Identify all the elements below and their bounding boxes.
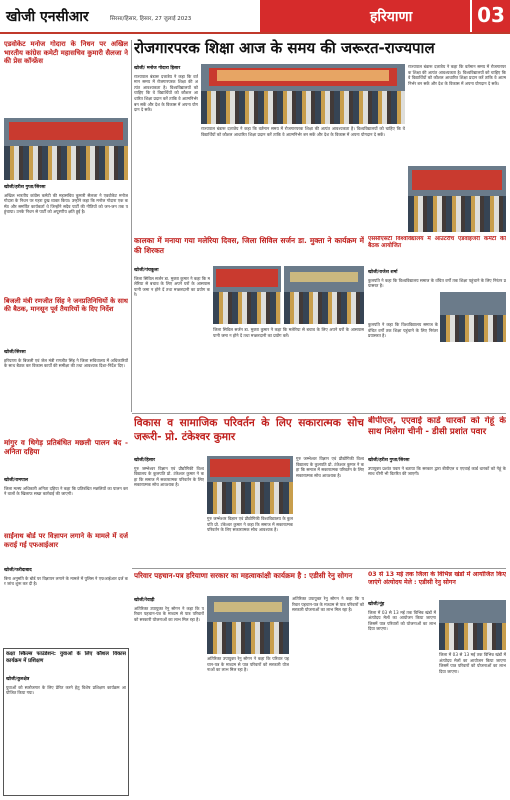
article-body: जिला मत्स्य अधिकारी अनिता दहिया ने कहा कि प्रतिबंधित मछलियों का पालन करने वालों के खिलाफ सख्त कार्रवाई की जाएगी।	[4, 485, 128, 497]
headline: परिवार पहचान-पत्र हरियाणा सरकार का महत्वाकांक्षी कार्यक्रम है : एडीसी रेनु सोगन	[134, 571, 353, 580]
story-kaushal-body	[6, 675, 126, 793]
photo-malaria-1	[213, 266, 281, 324]
story-parivahan-body	[134, 596, 204, 796]
article-body: जिला सिविल सर्जन डा. मुक्ता कुमार ने कहा कि मलेरिया से बचाव के लिए अपने घरों के आसपास पानी जमा न होने दें तथा मच्छरदानी का प्रयोग करें।	[134, 275, 210, 298]
byline: खोजी/पंचकूला	[134, 268, 159, 273]
story-main	[134, 38, 506, 62]
photo-malaria-2	[284, 266, 364, 324]
story-sai	[4, 532, 128, 564]
byline: खोजी/रेवाड़ी	[134, 598, 155, 603]
byline: खोजी/नूंह	[368, 602, 385, 607]
story-kaushal	[6, 651, 126, 673]
section-divider	[132, 413, 506, 414]
story-bpl-body	[368, 456, 506, 566]
article-body: कुलपति ने कहा कि विश्वविद्यालय समाज के वंचित वर्गों तक शिक्षा पहुंचाने के लिए निरंतर प्रयासरत है।	[368, 277, 506, 289]
story-antyodaya-body	[368, 600, 436, 796]
photo-scst-portrait	[440, 292, 506, 342]
article-body: अखिल भारतीय कांग्रेस कमेटी की महासचिव कुमारी सैलजा ने एडवोकेट मनोज गोदारा के निधन पर गहरा दुख व्यक्त किया। उन्होंने कहा कि मनोज गोदारा एक कर्मठ और समर्पित कार्यकर्ता थे जिन्होंने सदैव पार्टी की नीतियों को जन-जन तक पहुंचाया। उनके निधन से पार्टी को अपूरणीय क्षति हुई है।	[4, 192, 128, 215]
story-antyodaya	[368, 571, 506, 597]
article-body: गुरु जम्भेश्वर विज्ञान एवं प्रौद्योगिकी विश्वविद्यालय के कुलपति प्रो. टंकेश्वर कुमार ने कहा कि समाज में सकारात्मक परिवर्तन के लिए सकारात्मक सोच आवश्यक है।	[296, 456, 364, 478]
story-main-col3	[408, 64, 506, 164]
story-malaria-body	[134, 266, 210, 412]
story-scst-body-2	[368, 322, 438, 412]
story-main-col1	[134, 64, 198, 232]
story-bijli-body	[4, 348, 128, 436]
story-main-col2	[201, 126, 405, 232]
column-divider	[131, 40, 132, 412]
headline: एडवोकेट मनोज गोदारा के निधन पर अखिल भारतीय कांग्रेस कमेटी महासचिव कुमारी सैलजा ने की प्रेस कॉन्फ्रेंस	[4, 40, 128, 66]
story-vikas-body-2	[207, 516, 293, 566]
headline: एससीएसटी विश्वविद्यालय में आउटरीच एडवाइजरी कमेटी की बैठक आयोजित	[368, 236, 506, 250]
headline: विकास व सामाजिक परिवर्तन के लिए सकारात्मक सोच जरूरी- प्रो. टंकेश्वर कुमार	[134, 417, 364, 443]
article-body: अतिरिक्त उपायुक्त रेनु सोगन ने कहा कि परिवार पहचान-पत्र के माध्यम से पात्र परिवारों को सरकारी योजनाओं का लाभ मिल रहा है।	[292, 596, 364, 613]
photo-governor-event	[201, 64, 405, 124]
masthead	[0, 0, 510, 34]
story-mathur-body	[4, 476, 128, 530]
page-number: 03	[470, 0, 510, 32]
story-vikas-body	[134, 456, 204, 566]
article-body: राज्यपाल बंडारू दत्तात्रेय ने कहा कि वर्तमान समय में रोजगारपरक शिक्षा की अत्यंत आवश्यकता है। विश्वविद्यालयों को चाहिए कि वे विद्यार्थियों को कौशल आधारित शिक्षा प्रदान करें ताकि वे आत्मनिर्भर बन सकें और देश के विकास में अपना योगदान दे सकें।	[134, 73, 198, 113]
paper-name: खोजी एनसीआर	[0, 0, 110, 32]
article-body: अतिरिक्त उपायुक्त रेनु सोगन ने कहा कि परिवार पहचान-पत्र के माध्यम से पात्र परिवारों को सरकारी योजनाओं का लाभ मिल रहा है।	[207, 656, 289, 673]
byline: खोजी/कुरुक्षेत्र	[6, 677, 30, 682]
story-antyodaya-body-2	[439, 652, 506, 796]
article-body: राज्यपाल बंडारू दत्तात्रेय ने कहा कि वर्तमान समय में रोजगारपरक शिक्षा की अत्यंत आवश्यकता है। विश्वविद्यालयों को चाहिए कि वे विद्यार्थियों को कौशल आधारित शिक्षा प्रदान करें ताकि वे आत्मनिर्भर बन सकें और देश के विकास में अपना योगदान दे सकें।	[201, 126, 405, 137]
story-mathur	[4, 438, 128, 474]
story-parivahan-body-3	[292, 596, 364, 796]
headline: कक्षा स्किल्स फाउंडेशन: युवाओं के लिए कौशल विकास कार्यक्रम में प्रशिक्षण	[6, 651, 126, 664]
story-vikas-body-3	[296, 456, 364, 566]
story-bpl	[368, 416, 506, 454]
headline: 03 से 13 मई तक जिला के विभिन्न खंडों में आयोजित किए जाएंगे अंत्योदय मेले : एडीसी रेनु सोगन	[368, 571, 506, 586]
byline: खोजी/सिरसा	[4, 350, 26, 355]
byline: खोजी/फरीदाबाद	[4, 568, 32, 573]
story-top-left-body	[4, 183, 128, 295]
story-parivahan	[134, 571, 364, 593]
photo-press-conference	[4, 118, 128, 180]
photo-vikas-event	[207, 456, 293, 514]
article-body: हरियाणा के बिजली एवं जेल मंत्री रणजीत सिंह ने जिला सचिवालय में अधिकारियों के साथ बैठक कर विकास कार्यों की समीक्षा की तथा आवश्यक दिशा-निर्देश दिए।	[4, 357, 128, 369]
headline: बिजली मंत्री रणजीत सिंह ने जनप्रतिनिधियों के साथ की बैठक, मानसून पूर्व तैयारियों के दिए निर्देश	[4, 297, 128, 314]
byline: खोजी/हिसार	[134, 458, 156, 463]
section-divider	[132, 568, 506, 569]
article-body: राज्यपाल बंडारू दत्तात्रेय ने कहा कि वर्तमान समय में रोजगारपरक शिक्षा की अत्यंत आवश्यकता है। विश्वविद्यालयों को चाहिए कि वे विद्यार्थियों को कौशल आधारित शिक्षा प्रदान करें ताकि वे आत्मनिर्भर बन सकें और देश के विकास में अपना योगदान दे सकें।	[408, 64, 506, 86]
byline: खोजी/राजेश शर्मा	[368, 270, 398, 275]
photo-antyodaya	[439, 600, 506, 650]
article-body: बिना अनुमति के बोर्ड पर विज्ञापन लगाने के मामले में पुलिस ने एफआईआर दर्ज कर जांच शुरू कर दी है।	[4, 575, 128, 587]
byline: खोजी/हरीश गुप्ता/सिरसा	[368, 458, 410, 463]
story-bijli	[4, 297, 128, 347]
article-body: जिला में 03 से 13 मई तक विभिन्न खंडों में अंत्योदय मेलों का आयोजन किया जाएगा जिसमें पात्र परिवारों को योजनाओं का लाभ दिया जाएगा।	[439, 652, 506, 674]
article-body: उपायुक्त प्रशांत पवार ने बताया कि सरकार द्वारा बीपीएल व एएवाई कार्ड धारकों को गेहूं के साथ चीनी भी वितरित की जाएगी।	[368, 465, 506, 477]
byline: खोजी/ मनोज गोदारा हिसार	[134, 66, 181, 71]
story-vikas	[134, 416, 364, 454]
photo-parivahan	[207, 596, 289, 654]
headline: मांगुर व थिगेड़ प्रतिबंधित मछली पालन बंद - अनिता दहिया	[4, 438, 128, 457]
headline: साईंनाथ बोर्ड पर विज्ञापन लगाने के मामले में दर्ज कराई गई एफआईआर	[4, 532, 128, 549]
headline: बीपीएल, एएवाई कार्ड धारकों को गेहूं के साथ मिलेगा चीनी - डीसी प्रशांत पवार	[368, 416, 506, 437]
story-parivahan-body-2	[207, 656, 289, 796]
date-line: सिरसा/हिसार, हिसार, 27 जुलाई 2023	[110, 16, 192, 22]
photo-governor-portrait	[408, 166, 506, 232]
section-title: हरियाणा	[260, 0, 470, 32]
story-sai-body	[4, 566, 128, 646]
article-body: कुलपति ने कहा कि विश्वविद्यालय समाज के वंचित वर्गों तक शिक्षा पहुंचाने के लिए निरंतर प्रयासरत है।	[368, 322, 438, 339]
article-body: युवाओं को स्वरोजगार के लिए प्रेरित करने हेतु विशेष प्रशिक्षण कार्यक्रम आयोजित किया गया।	[6, 684, 126, 696]
article-body: जिला सिविल सर्जन डा. मुक्ता कुमार ने कहा कि मलेरिया से बचाव के लिए अपने घरों के आसपास पानी जमा न होने दें तथा मच्छरदानी का प्रयोग करें।	[213, 327, 364, 338]
article-body: जिला में 03 से 13 मई तक विभिन्न खंडों में अंत्योदय मेलों का आयोजन किया जाएगा जिसमें पात्र परिवारों को योजनाओं का लाभ दिया जाएगा।	[368, 609, 436, 632]
article-body: गुरु जम्भेश्वर विज्ञान एवं प्रौद्योगिकी विश्वविद्यालय के कुलपति प्रो. टंकेश्वर कुमार ने कहा कि समाज में सकारात्मक परिवर्तन के लिए सकारात्मक सोच आवश्यक है।	[134, 465, 204, 488]
story-scst	[368, 236, 506, 266]
byline: खोजी/रामपाल	[4, 478, 28, 483]
article-body: अतिरिक्त उपायुक्त रेनु सोगन ने कहा कि परिवार पहचान-पत्र के माध्यम से पात्र परिवारों को सरकारी योजनाओं का लाभ मिल रहा है।	[134, 605, 204, 622]
article-body: गुरु जम्भेश्वर विज्ञान एवं प्रौद्योगिकी विश्वविद्यालय के कुलपति प्रो. टंकेश्वर कुमार ने कहा कि समाज में सकारात्मक परिवर्तन के लिए सकारात्मक सोच आवश्यक है।	[207, 516, 293, 533]
headline: कालका में मनाया गया मलेरिया दिवस, जिला सिविल सर्जन डा. मुक्ता ने कार्यक्रम में की शिरकत	[134, 236, 364, 255]
story-malaria	[134, 236, 364, 264]
story-malaria-body-2	[213, 327, 364, 412]
byline: खोजी/हरीश गुप्ता/सिरसा	[4, 185, 46, 190]
headline: रोजगारपरक शिक्षा आज के समय की जरूरत-राज्यपाल	[134, 39, 435, 57]
